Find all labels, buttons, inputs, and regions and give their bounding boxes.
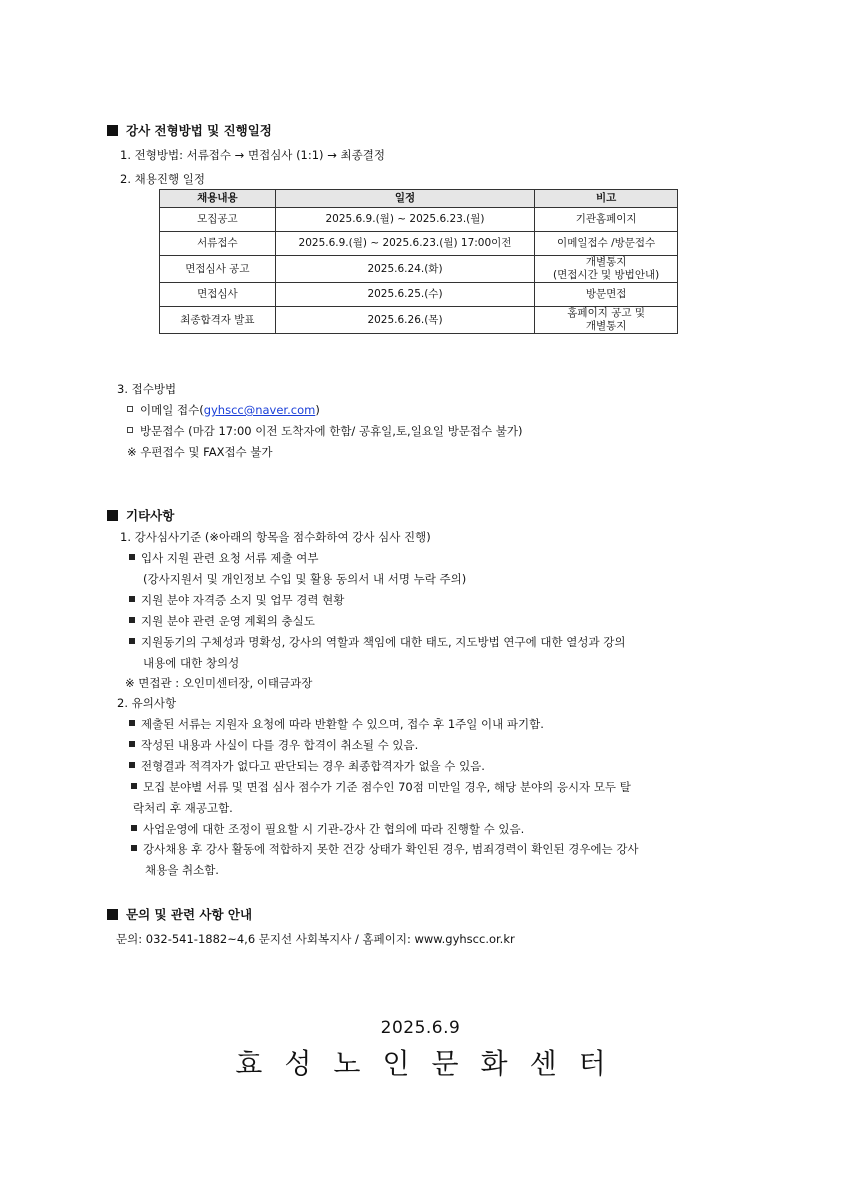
square-bullet-icon — [107, 909, 118, 920]
section-title-text: 문의 및 관련 사항 안내 — [126, 907, 253, 922]
cell-line: 기관홈페이지 — [575, 213, 637, 225]
table-cell: 2025.6.24.(화) — [275, 256, 535, 283]
email-prefix: 이메일 접수( — [140, 403, 204, 417]
organization-name: 효성노인문화센터 — [235, 1047, 628, 1080]
note-item — [131, 779, 631, 795]
bullet-icon — [129, 741, 135, 747]
note-item — [129, 758, 485, 774]
mail-fax-note: ※ 우편접수 및 FAX접수 불가 — [127, 445, 273, 459]
bullet-icon — [129, 596, 135, 602]
criteria-label: 1. 강사심사기준 (※아래의 항목을 점수화하여 강사 심사 진행) — [120, 530, 431, 544]
table-cell — [535, 307, 678, 334]
selection-method: 1. 전형방법: 서류접수 → 면접심사 (1:1) → 최종결정 — [120, 148, 385, 162]
email-suffix: ) — [315, 403, 320, 417]
cell-line: 이메일접수 /방문접수 — [557, 237, 656, 249]
table-cell — [535, 232, 678, 256]
criteria-text: 지원 분야 관련 운영 계획의 충실도 — [141, 614, 315, 628]
application-method-label: 3. 접수방법 — [117, 382, 177, 396]
schedule-table — [159, 189, 678, 334]
schedule-label: 2. 채용진행 일정 — [120, 172, 205, 186]
table-row — [160, 256, 678, 283]
criteria-text: 지원동기의 구체성과 명확성, 강사의 역할과 책임에 대한 태도, 지도방법 연구에 대한 열성과 강의 — [141, 635, 626, 649]
document-date: 2025.6.9 — [380, 1018, 461, 1038]
cell-line: 홈페이지 공고 및 — [567, 307, 645, 319]
note-text: 전형결과 적격자가 없다고 판단되는 경우 최종합격자가 없을 수 있음. — [141, 759, 485, 773]
visit-application — [127, 423, 522, 439]
section-title-contact — [107, 905, 252, 923]
cell-line: (면접시간 및 방법안내) — [553, 269, 660, 281]
table-cell: 최종합격자 발표 — [160, 307, 276, 334]
square-bullet-icon — [107, 125, 118, 136]
cell-line: 개별통지 — [585, 256, 627, 268]
table-row — [160, 283, 678, 307]
interviewers-note: ※ 면접관 : 오인미센터장, 이태금과장 — [125, 676, 313, 690]
note-item-cont: 채용을 취소함. — [145, 863, 219, 877]
section-title-text: 기타사항 — [126, 508, 175, 523]
table-row — [160, 208, 678, 232]
note-item — [129, 737, 418, 753]
hollow-square-icon — [127, 406, 133, 412]
cell-line: 개별통지 — [585, 320, 627, 332]
table-header: 비고 — [535, 190, 678, 208]
criteria-item — [129, 613, 315, 629]
bullet-icon — [129, 554, 135, 560]
section-title-text: 강사 전형방법 및 진행일정 — [126, 123, 272, 138]
email-application — [127, 402, 320, 418]
bullet-icon — [129, 720, 135, 726]
note-text: 제출된 서류는 지원자 요청에 따라 반환할 수 있으며, 접수 후 1주일 이내 파기함. — [141, 717, 544, 731]
note-text: 사업운영에 대한 조정이 필요할 시 기관-강사 간 협의에 따라 진행할 수 있음. — [143, 822, 525, 836]
bullet-icon — [129, 638, 135, 644]
table-cell: 2025.6.26.(목) — [275, 307, 535, 334]
table-header: 일정 — [275, 190, 535, 208]
table-cell: 면접심사 — [160, 283, 276, 307]
note-item-cont: 락처리 후 재공고함. — [133, 801, 233, 815]
contact-info: 문의: 032-541-1882~4,6 문지선 사회복지사 / 홈페이지: www.gyhscc.or.kr — [116, 932, 515, 946]
bullet-icon — [129, 617, 135, 623]
square-bullet-icon — [107, 510, 118, 521]
table-row — [160, 232, 678, 256]
table-cell: 면접심사 공고 — [160, 256, 276, 283]
table-cell — [535, 256, 678, 283]
visit-text: 방문접수 (마감 17:00 이전 도착자에 한함/ 공휴일,토,일요일 방문접수 불가) — [140, 424, 523, 438]
section-title-schedule — [107, 121, 272, 139]
table-cell: 2025.6.25.(수) — [275, 283, 535, 307]
bullet-icon — [131, 845, 137, 851]
table-cell — [535, 283, 678, 307]
notes-label: 2. 유의사항 — [117, 696, 177, 710]
note-item — [131, 821, 524, 837]
criteria-item-cont: (강사지원서 및 개인정보 수입 및 활용 동의서 내 서명 누락 주의) — [143, 572, 467, 586]
table-cell — [535, 208, 678, 232]
bullet-icon — [131, 783, 137, 789]
note-text: 강사채용 후 강사 활동에 적합하지 못한 건강 상태가 확인된 경우, 범죄경력이 확인된 경우에는 강사 — [143, 842, 639, 856]
note-text: 모집 분야별 서류 및 면접 심사 점수가 기준 점수인 70점 미만일 경우, 해당 분야의 응시자 모두 탈 — [143, 780, 631, 794]
table-cell: 모집공고 — [160, 208, 276, 232]
criteria-item — [129, 550, 318, 566]
table-cell: 2025.6.9.(월) ~ 2025.6.23.(월) 17:00이전 — [275, 232, 535, 256]
table-row — [160, 307, 678, 334]
note-item — [131, 841, 639, 857]
criteria-item — [129, 592, 344, 608]
note-item — [129, 716, 544, 732]
criteria-text: 입사 지원 관련 요청 서류 제출 여부 — [141, 551, 319, 565]
criteria-item-cont: 내용에 대한 창의성 — [143, 656, 240, 670]
note-text: 작성된 내용과 사실이 다를 경우 합격이 취소될 수 있음. — [141, 738, 419, 752]
bullet-icon — [131, 825, 137, 831]
criteria-text: 지원 분야 자격증 소지 및 업무 경력 현황 — [141, 593, 345, 607]
table-cell: 2025.6.9.(월) ~ 2025.6.23.(월) — [275, 208, 535, 232]
section-title-misc — [107, 506, 174, 524]
table-cell: 서류접수 — [160, 232, 276, 256]
email-link[interactable]: gyhscc@naver.com — [203, 403, 316, 417]
cell-line: 방문면접 — [585, 288, 627, 300]
bullet-icon — [129, 762, 135, 768]
table-header: 채용내용 — [160, 190, 276, 208]
criteria-item — [129, 634, 625, 650]
hollow-square-icon — [127, 427, 133, 433]
table-header-row — [160, 190, 678, 208]
